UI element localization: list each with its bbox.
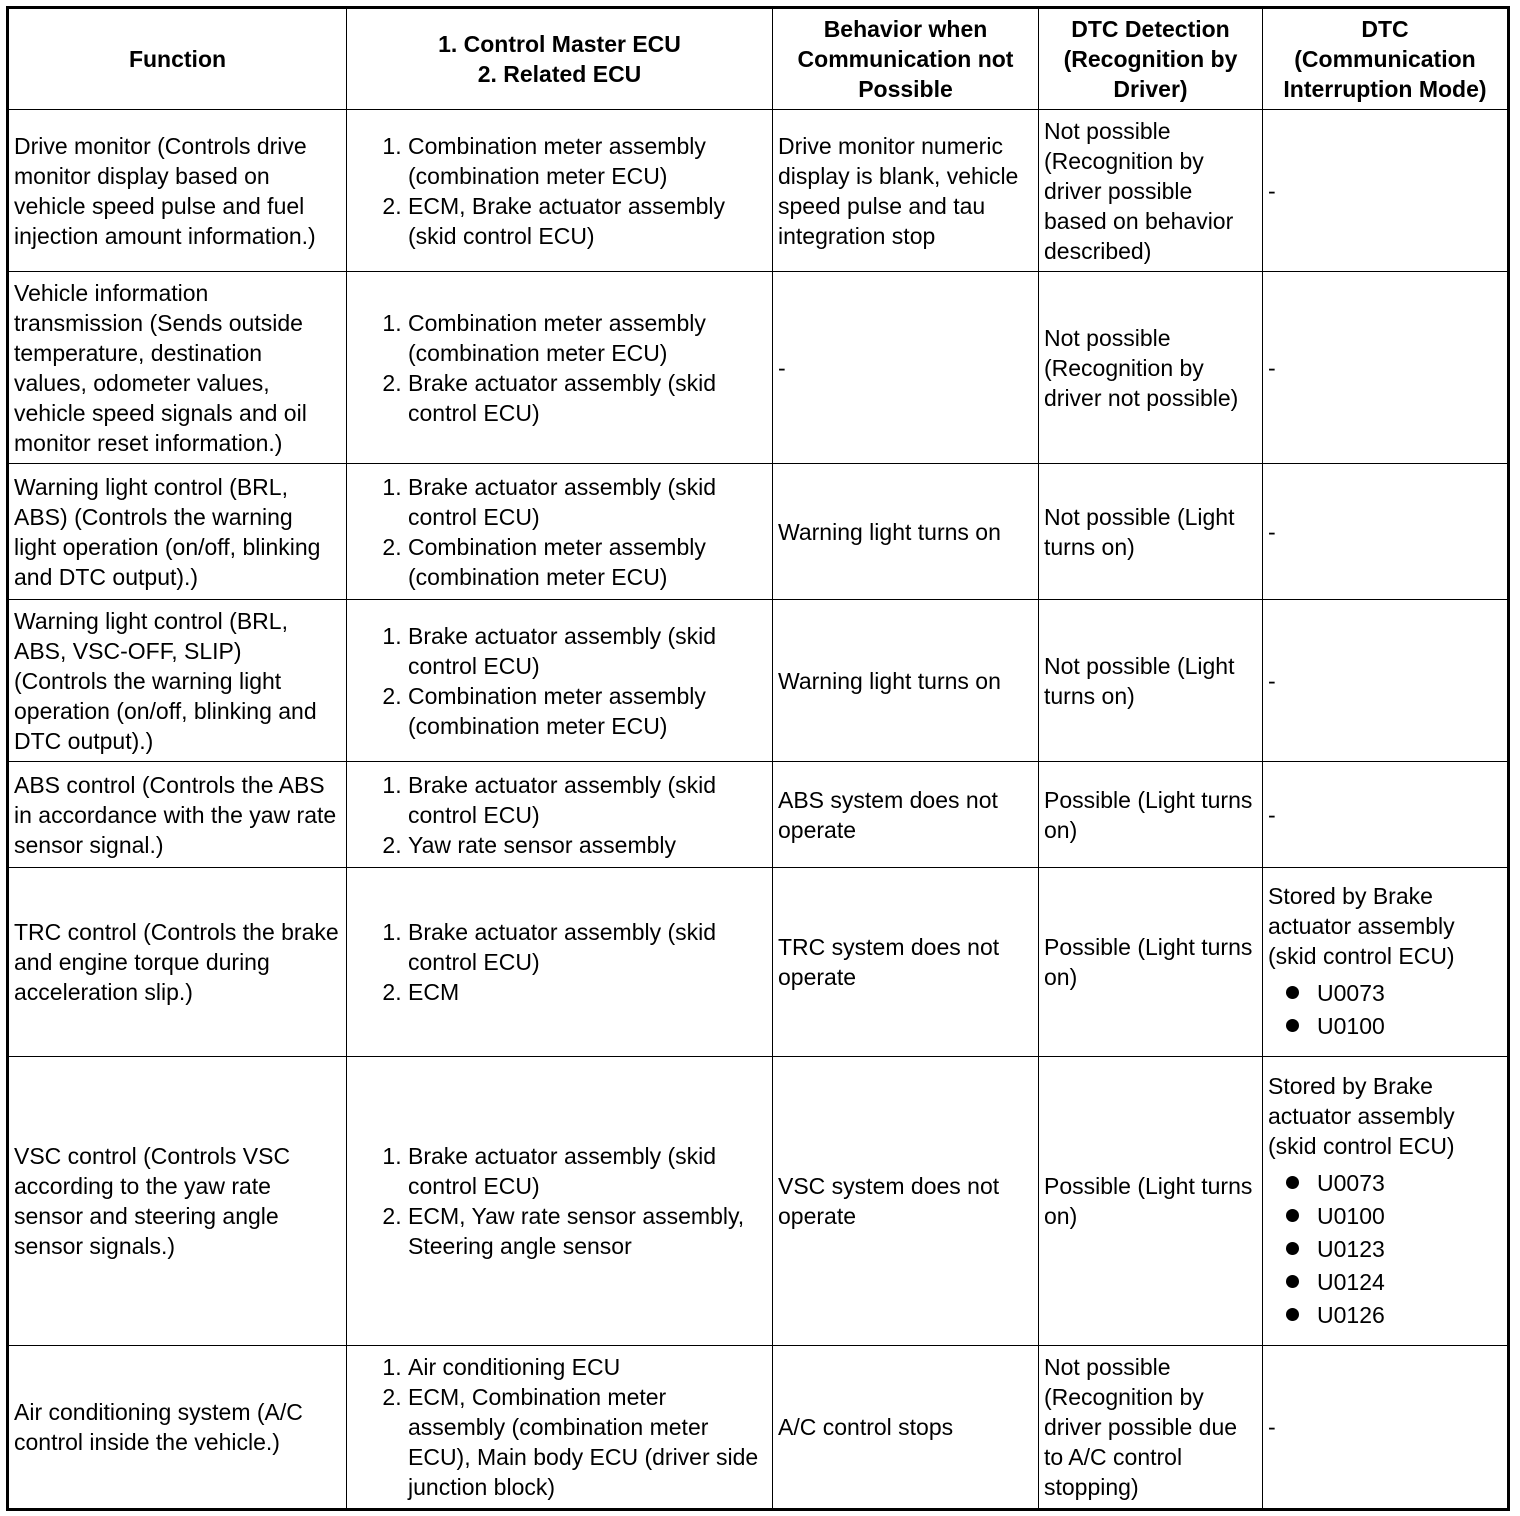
behavior-cell: ABS system does not operate bbox=[773, 762, 1039, 868]
detection-cell: Not possible (Recognition by driver possible due to A/C control stopping) bbox=[1039, 1346, 1263, 1510]
dtc-code-label: U0100 bbox=[1317, 1013, 1385, 1039]
ecu-communication-table bbox=[6, 6, 1510, 1511]
behavior-cell: A/C control stops bbox=[773, 1346, 1039, 1510]
ecu-list bbox=[352, 472, 767, 592]
dtc-code bbox=[1286, 1010, 1502, 1043]
header-function: Function bbox=[8, 8, 347, 110]
master-ecu: 1. Combination meter assembly (combination meter ECU) bbox=[408, 308, 767, 368]
dtc-cell: - bbox=[1263, 464, 1509, 600]
dtc-cell: - bbox=[1263, 1346, 1509, 1510]
ecu-cell bbox=[347, 464, 773, 600]
table-row bbox=[8, 110, 1509, 272]
table-row bbox=[8, 762, 1509, 868]
related-ecu: 2. Yaw rate sensor assembly bbox=[408, 830, 767, 860]
behavior-cell: - bbox=[773, 272, 1039, 464]
ecu-list bbox=[352, 621, 767, 741]
header-ecu-line1: 1. Control Master ECU bbox=[438, 31, 681, 57]
behavior-cell: Warning light turns on bbox=[773, 600, 1039, 762]
function-cell: Drive monitor (Controls drive monitor display based on vehicle speed pulse and fuel injection amount information.) bbox=[8, 110, 347, 272]
dtc-code bbox=[1286, 1233, 1502, 1266]
dtc-stored-text: Stored by Brake actuator assembly (skid control ECU) bbox=[1268, 883, 1455, 969]
bullet-icon bbox=[1286, 1176, 1299, 1189]
behavior-cell: VSC system does not operate bbox=[773, 1057, 1039, 1346]
related-ecu: 2. Combination meter assembly (combination meter ECU) bbox=[408, 681, 767, 741]
ecu-list bbox=[352, 1141, 767, 1261]
header-behavior: Behavior when Communication not Possible bbox=[773, 8, 1039, 110]
detection-cell: Possible (Light turns on) bbox=[1039, 1057, 1263, 1346]
table-row bbox=[8, 868, 1509, 1057]
header-ecu bbox=[347, 8, 773, 110]
detection-cell: Not possible (Light turns on) bbox=[1039, 600, 1263, 762]
detection-cell: Not possible (Recognition by driver not possible) bbox=[1039, 272, 1263, 464]
function-cell: Vehicle information transmission (Sends outside temperature, destination values, odometer values, vehicle speed signals and oil monitor reset information.) bbox=[8, 272, 347, 464]
dtc-cell: - bbox=[1263, 600, 1509, 762]
function-cell: Air conditioning system (A/C control inside the vehicle.) bbox=[8, 1346, 347, 1510]
table-row bbox=[8, 1057, 1509, 1346]
table-row bbox=[8, 600, 1509, 762]
dtc-stored-text: Stored by Brake actuator assembly (skid control ECU) bbox=[1268, 1072, 1455, 1159]
dtc-code-list bbox=[1268, 977, 1502, 1043]
dtc-cell bbox=[1263, 1057, 1509, 1346]
ecu-list bbox=[352, 917, 767, 1007]
master-ecu: 1. Brake actuator assembly (skid control ECU) bbox=[408, 472, 767, 532]
detection-cell: Possible (Light turns on) bbox=[1039, 762, 1263, 868]
function-cell: Warning light control (BRL, ABS, VSC-OFF, SLIP) (Controls the warning light operation (on/off, blinking and DTC output).) bbox=[8, 600, 347, 762]
bullet-icon bbox=[1286, 1242, 1299, 1255]
ecu-list bbox=[352, 1352, 767, 1502]
dtc-code bbox=[1286, 1266, 1502, 1299]
dtc-cell: - bbox=[1263, 110, 1509, 272]
related-ecu: 2. ECM, Combination meter assembly (combination meter ECU), Main body ECU (driver side junction block) bbox=[408, 1382, 767, 1502]
master-ecu: 1. Brake actuator assembly (skid control ECU) bbox=[408, 770, 767, 830]
behavior-cell: Warning light turns on bbox=[773, 464, 1039, 600]
ecu-list bbox=[352, 770, 767, 860]
ecu-cell bbox=[347, 600, 773, 762]
ecu-cell bbox=[347, 1057, 773, 1346]
dtc-code-label: U0124 bbox=[1317, 1268, 1385, 1295]
table-row bbox=[8, 464, 1509, 600]
function-cell: Warning light control (BRL, ABS) (Controls the warning light operation (on/off, blinking and DTC output).) bbox=[8, 464, 347, 600]
detection-cell: Not possible (Light turns on) bbox=[1039, 464, 1263, 600]
related-ecu: 2. Brake actuator assembly (skid control ECU) bbox=[408, 368, 767, 428]
dtc-code bbox=[1286, 1167, 1502, 1200]
header-row bbox=[8, 8, 1509, 110]
behavior-cell: Drive monitor numeric display is blank, vehicle speed pulse and tau integration stop bbox=[773, 110, 1039, 272]
related-ecu: 2. ECM bbox=[408, 977, 767, 1007]
function-cell: VSC control (Controls VSC according to the yaw rate sensor and steering angle sensor signals.) bbox=[8, 1057, 347, 1346]
detection-cell: Not possible (Recognition by driver possible based on behavior described) bbox=[1039, 110, 1263, 272]
bullet-icon bbox=[1286, 1308, 1299, 1321]
ecu-cell bbox=[347, 272, 773, 464]
function-cell: TRC control (Controls the brake and engine torque during acceleration slip.) bbox=[8, 868, 347, 1057]
dtc-code-label: U0126 bbox=[1317, 1301, 1385, 1328]
dtc-code-list bbox=[1268, 1167, 1502, 1332]
master-ecu: 1. Air conditioning ECU bbox=[408, 1352, 767, 1382]
ecu-cell bbox=[347, 762, 773, 868]
dtc-code bbox=[1286, 1299, 1502, 1332]
ecu-cell bbox=[347, 110, 773, 272]
master-ecu: 1. Brake actuator assembly (skid control ECU) bbox=[408, 917, 767, 977]
bullet-icon bbox=[1286, 986, 1299, 999]
ecu-cell bbox=[347, 868, 773, 1057]
function-cell: ABS control (Controls the ABS in accordance with the yaw rate sensor signal.) bbox=[8, 762, 347, 868]
master-ecu: 1. Combination meter assembly (combination meter ECU) bbox=[408, 131, 767, 191]
dtc-code-label: U0123 bbox=[1317, 1235, 1385, 1262]
bullet-icon bbox=[1286, 1275, 1299, 1288]
ecu-cell bbox=[347, 1346, 773, 1510]
master-ecu: 1. Brake actuator assembly (skid control ECU) bbox=[408, 1141, 767, 1201]
dtc-code-label: U0073 bbox=[1317, 980, 1385, 1006]
ecu-list bbox=[352, 308, 767, 428]
dtc-cell bbox=[1263, 868, 1509, 1057]
header-ecu-line2: 2. Related ECU bbox=[477, 61, 642, 87]
bullet-icon bbox=[1286, 1209, 1299, 1222]
dtc-code bbox=[1286, 977, 1502, 1010]
table-row bbox=[8, 1346, 1509, 1510]
dtc-cell: - bbox=[1263, 762, 1509, 868]
behavior-cell: TRC system does not operate bbox=[773, 868, 1039, 1057]
bullet-icon bbox=[1286, 1019, 1299, 1032]
ecu-list bbox=[352, 131, 767, 251]
related-ecu: 2. ECM, Brake actuator assembly (skid control ECU) bbox=[408, 191, 767, 251]
detection-cell: Possible (Light turns on) bbox=[1039, 868, 1263, 1057]
header-dtc: DTC (Communication Interruption Mode) bbox=[1263, 8, 1509, 110]
dtc-code-label: U0073 bbox=[1317, 1169, 1385, 1196]
dtc-cell: - bbox=[1263, 272, 1509, 464]
related-ecu: 2. Combination meter assembly (combination meter ECU) bbox=[408, 532, 767, 592]
related-ecu: 2. ECM, Yaw rate sensor assembly, Steering angle sensor bbox=[408, 1201, 767, 1261]
header-detection: DTC Detection (Recognition by Driver) bbox=[1039, 8, 1263, 110]
master-ecu: 1. Brake actuator assembly (skid control ECU) bbox=[408, 621, 767, 681]
dtc-code-label: U0100 bbox=[1317, 1202, 1385, 1229]
dtc-code bbox=[1286, 1200, 1502, 1233]
table-row bbox=[8, 272, 1509, 464]
